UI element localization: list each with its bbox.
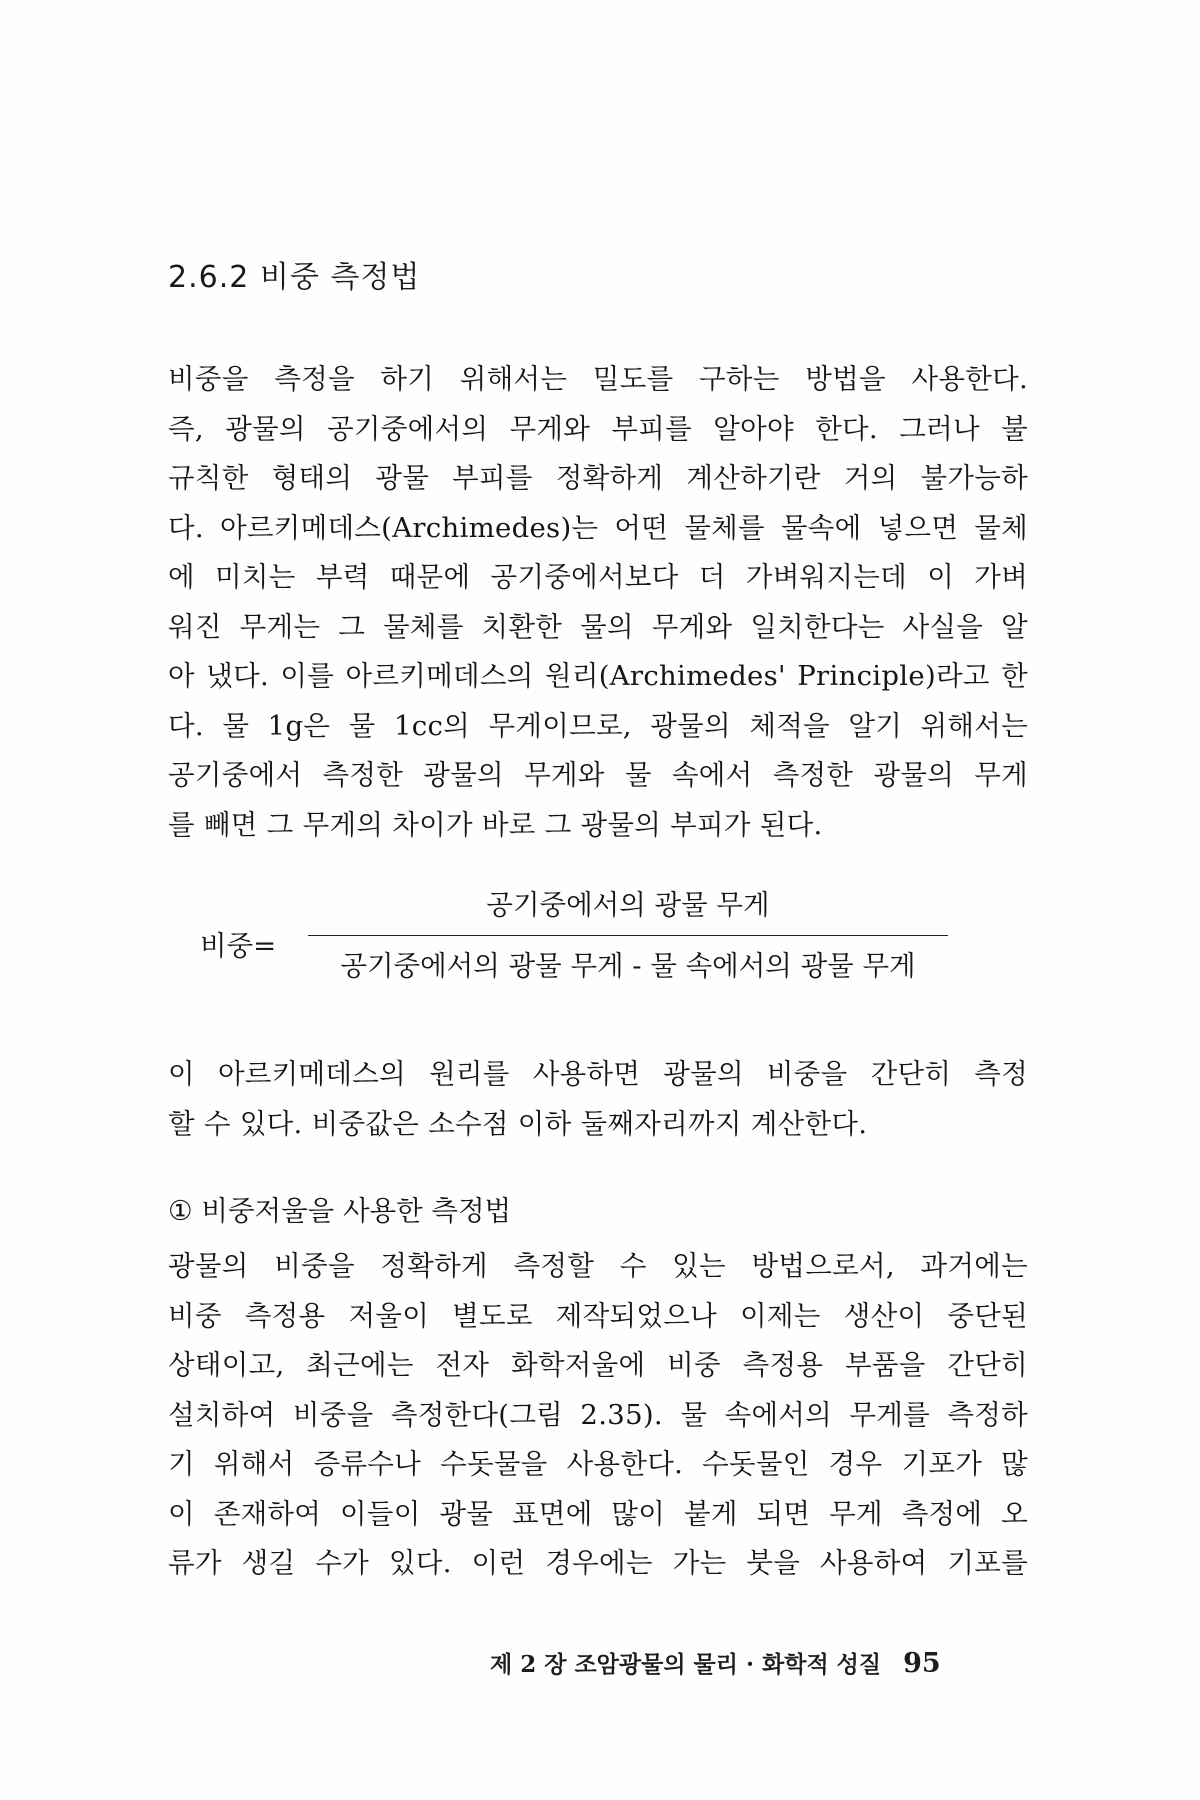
formula-lhs: 비중= (200, 930, 277, 962)
text-line: 상태이고, 최근에는 전자 화학저울에 비중 측정용 부품을 간단히 (168, 1349, 1028, 1381)
text-line: 워진 무게는 그 물체를 치환한 물의 무게와 일치한다는 사실을 알 (168, 610, 1028, 643)
text-line: 에 미치는 부력 때문에 공기중에서보다 더 가벼워지는데 이 가벼 (168, 561, 1028, 593)
paragraph-specific-gravity-intro (168, 355, 1028, 850)
page-footer (490, 1646, 941, 1679)
text-line: 규칙한 형태의 광물 부피를 정확하게 계산하기란 거의 불가능하 (168, 462, 1028, 494)
text-line: 광물의 비중을 정확하게 측정할 수 있는 방법으로서, 과거에는 (168, 1250, 1028, 1282)
section-heading: 2.6.2 비중 측정법 (168, 260, 421, 295)
text-line: 비중을 측정을 하기 위해서는 밀도를 구하는 방법을 사용한다. (168, 363, 1028, 395)
text-line: 이 존재하여 이들이 광물 표면에 많이 붙게 되면 무게 측정에 오 (168, 1497, 1028, 1530)
specific-gravity-formula (200, 885, 980, 1000)
formula-numerator: 공기중에서의 광물 무게 (486, 889, 770, 921)
text-line: 를 빼면 그 무게의 차이가 바로 그 광물의 부피가 된다. (168, 808, 823, 841)
text-line: 즉, 광물의 공기중에서의 무게와 부피를 알아야 한다. 그러나 불 (168, 412, 1028, 445)
text-line: 비중 측정용 저울이 별도로 제작되었으나 이제는 생산이 중단된 (168, 1299, 1028, 1332)
text-line: 공기중에서 측정한 광물의 무게와 물 속에서 측정한 광물의 무게 (168, 759, 1028, 791)
text-line: 아 냈다. 이를 아르키메데스의 원리(Archimedes' Principle)라고 한 (168, 660, 1028, 692)
text-line: 류가 생길 수가 있다. 이런 경우에는 가는 붓을 사용하여 기포를 (168, 1547, 1028, 1579)
formula-denominator: 공기중에서의 광물 무게 - 물 속에서의 광물 무게 (340, 950, 916, 982)
paragraph-archimedes-usage (168, 1050, 1028, 1149)
paragraph-balance-method (168, 1242, 1028, 1589)
text-line: 다. 아르키메데스(Archimedes)는 어떤 물체를 물속에 넣으면 물체 (168, 511, 1028, 544)
text-line: 할 수 있다. 비중값은 소수점 이하 둘째자리까지 계산한다. (168, 1107, 868, 1140)
page-number: 95 (903, 1648, 941, 1679)
text-line: 이 아르키메데스의 원리를 사용하면 광물의 비중을 간단히 측정 (168, 1058, 1028, 1090)
subsection-heading: ① 비중저울을 사용한 측정법 (168, 1195, 512, 1227)
formula-fraction (308, 885, 948, 986)
fraction-bar (308, 935, 948, 936)
text-line: 기 위해서 증류수나 수돗물을 사용한다. 수돗물인 경우 기포가 많 (168, 1448, 1028, 1480)
text-line: 설치하여 비중을 측정한다(그림 2.35). 물 속에서의 무게를 측정하 (168, 1398, 1028, 1431)
text-line: 다. 물 1g은 물 1cc의 무게이므로, 광물의 체적을 알기 위해서는 (168, 709, 1028, 742)
footer-chapter-title: 제 2 장 조암광물의 물리 · 화학적 성질 (490, 1651, 882, 1678)
